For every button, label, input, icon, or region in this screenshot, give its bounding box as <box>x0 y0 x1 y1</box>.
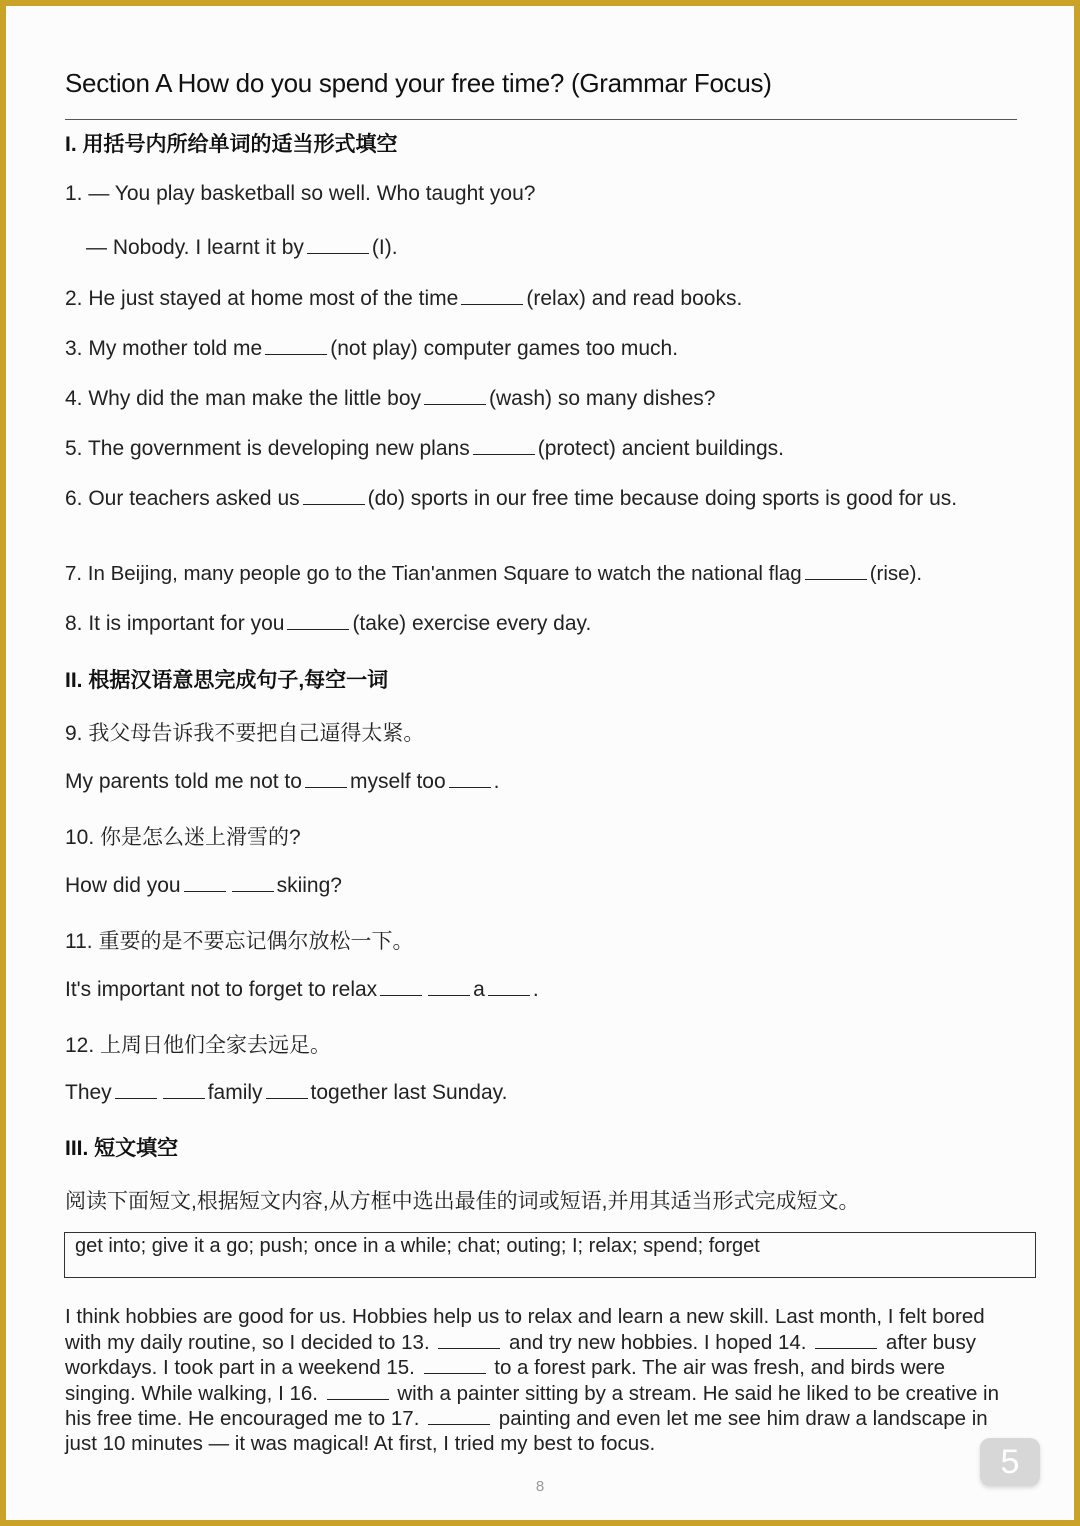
answer-blank[interactable] <box>163 1080 205 1099</box>
page-title: Section A How do you spend your free time? (Grammar Focus) <box>65 68 772 98</box>
answer-blank[interactable] <box>815 1330 877 1349</box>
question-6: 6. Our teachers asked us (do) sports in our free time because doing sports is good for us. <box>65 487 958 510</box>
answer-blank[interactable] <box>488 977 530 996</box>
answer-blank[interactable] <box>266 1080 308 1099</box>
word-box-text: get into; give it a go; push; once in a while; chat; outing; I; relax; spend; forget <box>75 1235 760 1257</box>
answer-blank[interactable] <box>115 1080 157 1099</box>
question-10: How did you skiing? <box>65 874 342 897</box>
answer-blank[interactable] <box>424 386 486 405</box>
question-12: They family together last Sunday. <box>65 1081 508 1104</box>
answer-blank[interactable] <box>287 611 349 630</box>
title-divider <box>65 119 1017 120</box>
worksheet-page <box>6 6 1074 1520</box>
passage: I think hobbies are good for us. Hobbies help us to relax and learn a new skill. Last month, I felt bored with my daily routine, so I decided to 13. and try new hobbies. I hoped 14. after busy workdays. I took part in a weekend 15. to a forest park. The air was fresh, and birds were singing. While walking, I 16. with a painter sitting by a stream. He said he liked to be creative in his free time. He encouraged me to 17. painting and even let me see him draw a landscape in just 10 minutes — it was magical! At first, I tried my best to focus. <box>65 1305 1000 1455</box>
answer-blank[interactable] <box>424 1355 486 1374</box>
question-11: It's important not to forget to relax a . <box>65 978 539 1001</box>
answer-blank[interactable] <box>805 561 867 580</box>
answer-blank[interactable] <box>380 977 422 996</box>
question-8: 8. It is important for you (take) exercise every day. <box>65 612 592 635</box>
answer-blank[interactable] <box>265 336 327 355</box>
answer-blank[interactable] <box>473 436 535 455</box>
question-1-answer: — Nobody. I learnt it by (I). <box>86 236 398 259</box>
answer-blank[interactable] <box>307 235 369 254</box>
section-2-heading: II. 根据汉语意思完成句子,每空一词 <box>65 669 389 692</box>
section-3-heading: III. 短文填空 <box>65 1137 179 1160</box>
section-3-instruction: 阅读下面短文,根据短文内容,从方框中选出最佳的词或短语,并用其适当形式完成短文。 <box>65 1190 860 1213</box>
page-number: 8 <box>535 1478 545 1495</box>
question-9-chinese: 9. 我父母告诉我不要把自己逼得太紧。 <box>65 722 425 745</box>
question-7: 7. In Beijing, many people go to the Tian'anmen Square to watch the national flag (rise). <box>65 562 923 585</box>
answer-blank[interactable] <box>303 486 365 505</box>
question-10-chinese: 10. 你是怎么迷上滑雪的? <box>65 826 301 849</box>
word-box <box>64 1232 1036 1278</box>
answer-blank[interactable] <box>232 873 274 892</box>
question-12-chinese: 12. 上周日他们全家去远足。 <box>65 1034 332 1057</box>
question-1: 1. — You play basketball so well. Who taught you? <box>65 182 536 205</box>
section-1-heading: I. 用括号内所给单词的适当形式填空 <box>65 133 398 156</box>
answer-blank[interactable] <box>438 1330 500 1349</box>
question-9: My parents told me not to myself too . <box>65 770 500 793</box>
answer-blank[interactable] <box>184 873 226 892</box>
question-11-chinese: 11. 重要的是不要忘记偶尔放松一下。 <box>65 930 414 953</box>
answer-blank[interactable] <box>327 1381 389 1400</box>
question-4: 4. Why did the man make the little boy (wash) so many dishes? <box>65 387 716 410</box>
page-badge: 5 <box>980 1438 1040 1486</box>
question-2: 2. He just stayed at home most of the time (relax) and read books. <box>65 287 743 310</box>
question-5: 5. The government is developing new plans (protect) ancient buildings. <box>65 437 785 460</box>
answer-blank[interactable] <box>305 769 347 788</box>
answer-blank[interactable] <box>428 1406 490 1425</box>
answer-blank[interactable] <box>461 286 523 305</box>
answer-blank[interactable] <box>449 769 491 788</box>
question-3: 3. My mother told me (not play) computer games too much. <box>65 337 679 360</box>
answer-blank[interactable] <box>428 977 470 996</box>
